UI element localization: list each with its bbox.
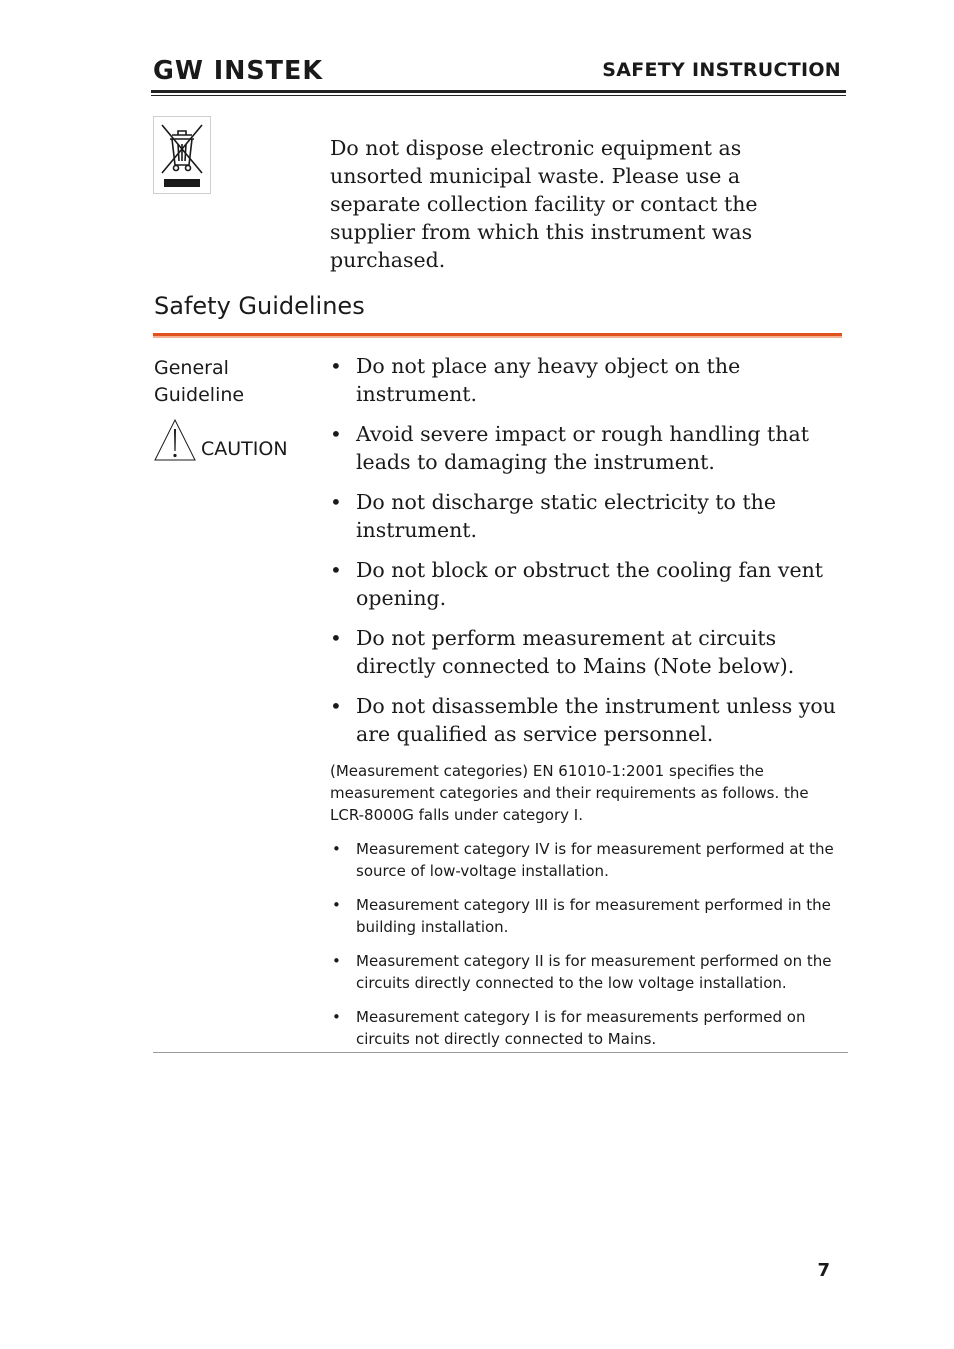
svg-text:GW INSTEK: GW INSTEK bbox=[153, 56, 323, 84]
measurement-category-item: • Measurement category II is for measurement performed on the circuits directly connected to the low voltage installation. bbox=[330, 950, 845, 994]
table-bottom-rule bbox=[153, 1052, 848, 1053]
measurement-category-item: • Measurement category IV is for measurement performed at the source of low-voltage installation. bbox=[330, 838, 845, 882]
crossed-out-wheelie-bin-icon bbox=[153, 116, 211, 194]
measurement-category-item: • Measurement category III is for measurement performed in the building installation. bbox=[330, 894, 845, 938]
header-divider bbox=[151, 90, 846, 93]
measurement-category-item: • Measurement category I is for measurements performed on circuits not directly connected to Mains. bbox=[330, 1006, 845, 1050]
guideline-item: • Do not block or obstruct the cooling fan vent opening. bbox=[330, 556, 845, 612]
gw-instek-logo bbox=[153, 54, 325, 84]
disposal-notice: Do not dispose electronic equipment as unsorted municipal waste. Please use a separate collection facility or contact the supplier from which this instrument was purchased. bbox=[330, 136, 758, 272]
guideline-item: • Do not disassemble the instrument unless you are qualified as service personnel. bbox=[330, 692, 845, 748]
guideline-item: • Do not discharge static electricity to the instrument. bbox=[330, 488, 845, 544]
caution-label: CAUTION bbox=[201, 438, 288, 460]
section-heading: Safety Guidelines bbox=[154, 292, 365, 320]
warning-triangle-icon bbox=[153, 418, 197, 462]
header-section-title: SAFETY INSTRUCTION bbox=[602, 59, 841, 81]
measurement-category-list bbox=[330, 838, 845, 1050]
guideline-category-label: General Guideline bbox=[154, 357, 245, 406]
page-number: 7 bbox=[817, 1260, 830, 1281]
measurement-categories-note: (Measurement categories) EN 61010-1:2001 specifies the measurement categories and their requirements as follows. the LCR-8000G falls under category I. bbox=[330, 762, 809, 824]
caution-marker bbox=[153, 418, 323, 464]
guideline-content bbox=[330, 352, 845, 1062]
header-divider-thin bbox=[151, 95, 846, 96]
section-divider-shadow bbox=[153, 336, 842, 338]
guideline-list bbox=[330, 352, 845, 748]
guideline-item: • Do not place any heavy object on the instrument. bbox=[330, 352, 845, 408]
guideline-item: • Avoid severe impact or rough handling that leads to damaging the instrument. bbox=[330, 420, 845, 476]
guideline-item: • Do not perform measurement at circuits directly connected to Mains (Note below). bbox=[330, 624, 845, 680]
